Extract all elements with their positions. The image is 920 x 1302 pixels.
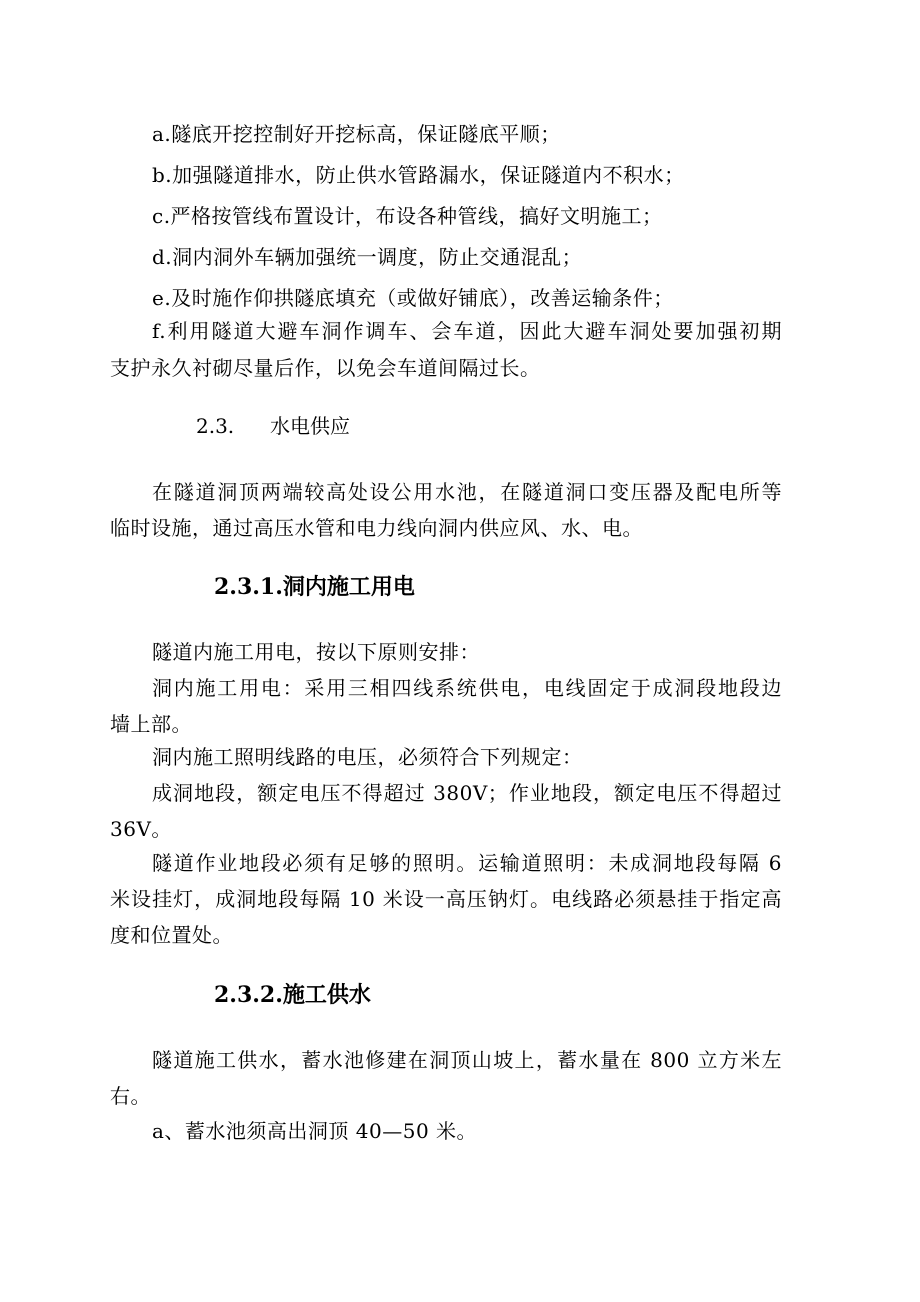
section-2-3-2-heading: 2.3.2.施工供水 (214, 982, 371, 1008)
section-2-3-1-p2-line2: 墙上部。 (110, 712, 192, 736)
section-2-3-2-p1-line2: 右。 (110, 1084, 151, 1108)
section-2-3-1-p5-line2: 米设挂灯，成洞地段每隔 10 米设一高压钠灯。电线路必须悬挂于指定高 (110, 887, 782, 911)
section-2-3-1-p4-line2: 36V。 (110, 817, 172, 841)
list-item-c: c.严格按管线布置设计，布设各种管线，搞好文明施工； (152, 204, 663, 228)
section-2-3-1-p3: 洞内施工照明线路的电压，必须符合下列规定： (152, 745, 583, 769)
section-2-3-para-line1: 在隧道洞顶两端较高处设公用水池，在隧道洞口变压器及配电所等 (152, 480, 782, 504)
section-2-3-1-heading: 2.3.1.洞内施工用电 (214, 574, 415, 600)
section-2-3-title: 水电供应 (270, 414, 350, 438)
section-2-3-2-p1-line1: 隧道施工供水，蓄水池修建在洞顶山坡上，蓄水量在 800 立方米左 (152, 1048, 782, 1072)
section-2-3-1-p4-line1: 成洞地段，额定电压不得超过 380V；作业地段，额定电压不得超过 (152, 781, 782, 805)
section-2-3-1-p2-line1: 洞内施工用电：采用三相四线系统供电，电线固定于成洞段地段边 (152, 676, 782, 700)
list-item-f-line2: 支护永久衬砌尽量后作，以免会车道间隔过长。 (110, 356, 541, 380)
section-2-3-1-p1: 隧道内施工用电，按以下原则安排： (152, 640, 480, 664)
section-2-3-2-p2: a、蓄水池须高出洞顶 40—50 米。 (152, 1119, 478, 1143)
list-item-f-line1: f.利用隧道大避车洞作调车、会车道，因此大避车洞处要加强初期 (152, 319, 782, 343)
section-2-3-para-line2: 临时设施，通过高压水管和电力线向洞内供应风、水、电。 (110, 516, 643, 540)
section-2-3-heading (196, 412, 350, 440)
list-item-d: d.洞内洞外车辆加强统一调度，防止交通混乱； (152, 245, 583, 269)
list-item-e: e.及时施作仰拱隧底填充（或做好铺底），改善运输条件； (152, 286, 674, 310)
list-item-a: a.隧底开挖控制好开挖标高，保证隧底平顺； (152, 122, 561, 146)
section-2-3-1-p5-line3: 度和位置处。 (110, 923, 233, 947)
section-2-3-number: 2.3. (196, 414, 235, 438)
list-item-b: b.加强隧道排水，防止供水管路漏水，保证隧道内不积水； (152, 163, 685, 187)
section-2-3-1-p5-line1: 隧道作业地段必须有足够的照明。运输道照明：未成洞地段每隔 6 (152, 851, 782, 875)
